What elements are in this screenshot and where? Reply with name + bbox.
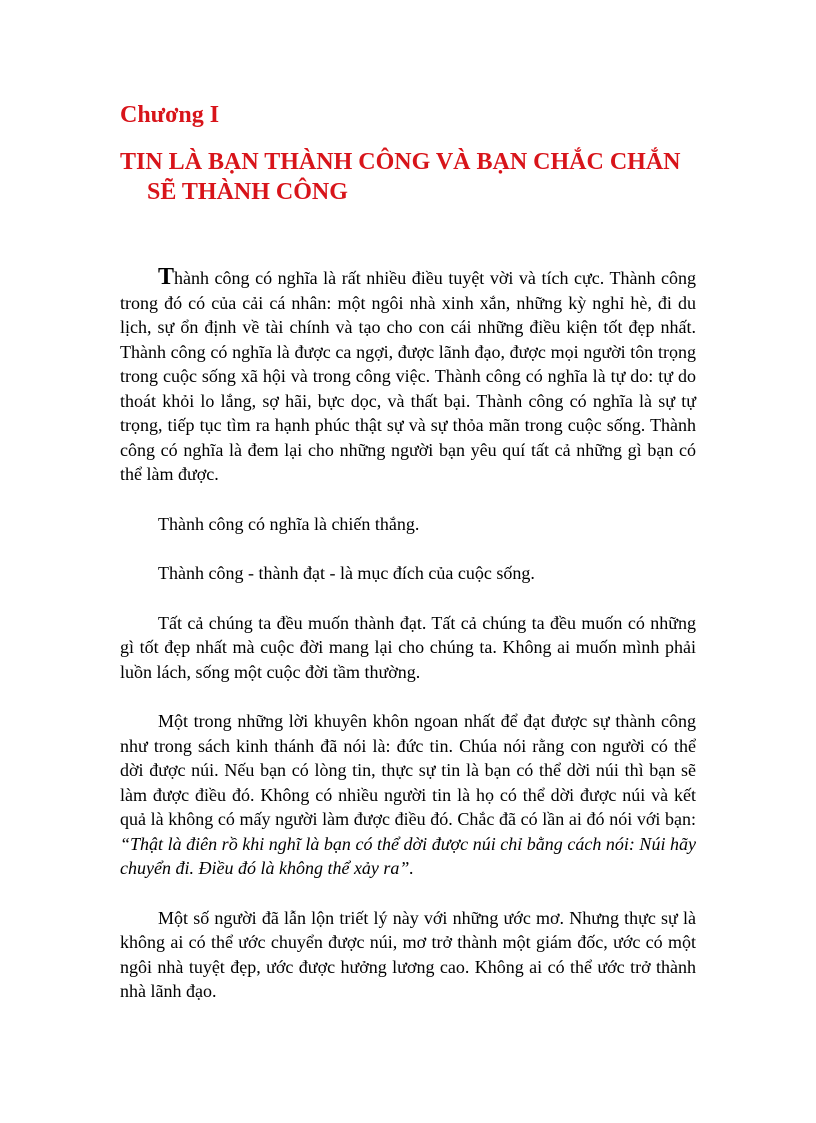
body-text [120, 266, 696, 1029]
chapter-label: Chương I [120, 102, 220, 128]
drop-cap: T [158, 264, 175, 290]
chapter-title-line-2: SẼ THÀNH CÔNG [147, 179, 348, 205]
paragraph-3: Thành công - thành đạt - là mục đích của cuộc sống. [158, 563, 535, 583]
chapter-title-line-1: TIN LÀ BẠN THÀNH CÔNG VÀ BẠN CHẮC CHẮN [120, 149, 681, 175]
paragraph-5-quote: “Thật là điên rồ khi nghĩ là bạn có thể dời được núi chỉ bằng cách nói: Núi hãy chuyển đi. Điều đó là không thể xảy ra”. [120, 833, 696, 878]
paragraph-5-text: Một trong những lời khuyên khôn ngoan nhất để đạt được sự thành công như trong sách kinh thánh đã nói là: đức tin. Chúa nói rằng con người có thể dời được núi. Nếu bạn có lòng tin, thực sự tin là bạn có thể dời núi thì bạn sẽ làm được điều đó. Không có nhiều người tin là họ có thể dời được núi và kết quả là không có mấy người làm được điều đó. Chắc đã có lần ai đó nói với bạn: [120, 711, 696, 829]
paragraph-4: Tất cả chúng ta đều muốn thành đạt. Tất cả chúng ta đều muốn có những gì tốt đẹp nhất mà cuộc đời mang lại cho chúng ta. Không ai muốn mình phải luồn lách, sống một cuộc đời tầm thường. [120, 612, 696, 682]
paragraph-5 [120, 709, 696, 881]
chapter-title [120, 147, 720, 207]
paragraph-2: Thành công có nghĩa là chiến thắng. [158, 513, 420, 534]
paragraph-1 [120, 266, 696, 487]
paragraph-6: Một số người đã lẫn lộn triết lý này với những ước mơ. Nhưng thực sự là không ai có thể ước chuyển được núi, mơ trở thành một giám đốc, ước có một ngôi nhà tuyệt đẹp, ước được hưởng lương cao. Không ai có thể ước trở thành nhà lãnh đạo. [120, 907, 696, 1001]
paragraph-1-text: hành công có nghĩa là rất nhiều điều tuyệt vời và tích cực. Thành công trong đó có của cải cá nhân: một ngôi nhà xinh xắn, những kỳ nghỉ hè, đi du lịch, sự ổn định về tài chính và tạo cho con cái những điều kiện tốt đẹp nhất. Thành công có nghĩa là được ca ngợi, được lãnh đạo, được mọi người tôn trọng trong cuộc sống xã hội và trong công việc. Thành công có nghĩa là tự do: tự do thoát khỏi lo lắng, sợ hãi, bực dọc, và thất bại. Thành công có nghĩa là sự tự trọng, tiếp tục tìm ra hạnh phúc thật sự và sự thỏa mãn trong cuộc sống. Thành công có nghĩa là đem lại cho những người bạn yêu quí tất cả những gì bạn có thể làm được. [120, 268, 696, 484]
